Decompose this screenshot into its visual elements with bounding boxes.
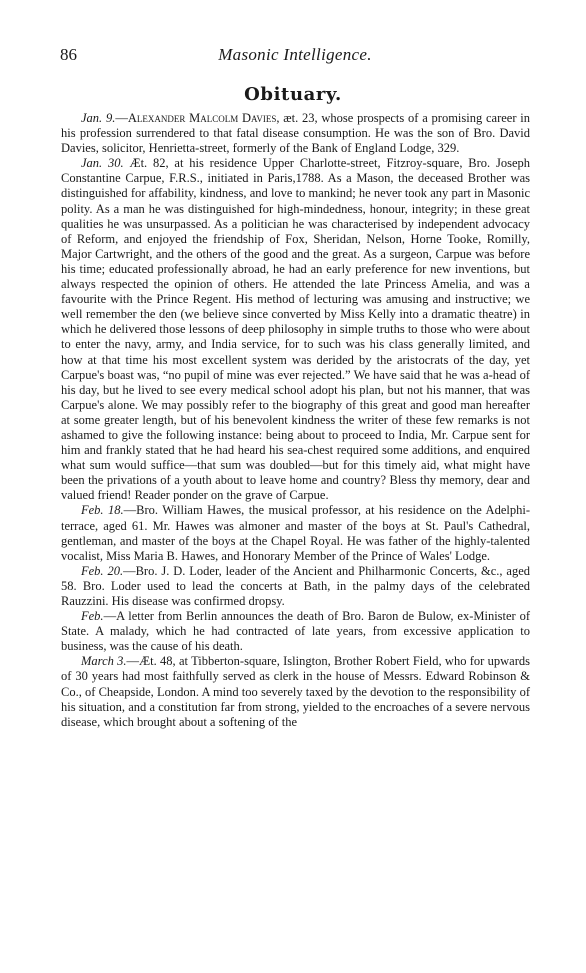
entry-date: Jan. 30. — [81, 156, 124, 171]
entry-date: March 3. — [81, 654, 127, 669]
page-number: 86 — [60, 45, 77, 64]
entry-text: , æt. 23, whose prospects of a promising career in his profession surrendered to that fatal disease consumption. He was the son of Bro. David Davies, solicitor, Henrietta-street, formerly of the Bank of England Lodge, 329. — [61, 111, 530, 156]
obituary-entry — [61, 609, 530, 654]
entry-text: —A letter from Berlin announces the death of Bro. Baron de Bulow, ex-Minister of State. A malady, which he had contracted of late years, from excessive application to business, was the cause of his death. — [61, 609, 530, 654]
entry-name: Alexander Malcolm Davies — [127, 111, 277, 125]
entry-date: Feb. 18. — [81, 503, 124, 518]
obituary-entry — [61, 654, 530, 729]
running-head — [60, 44, 530, 68]
obituary-entry: Jan. 9.—Alexander Malcolm Davies, æt. 23, whose prospects of a promising career in his profession surrendered to that fatal disease consumption. He was the son of Bro. David Davies, solicitor, Henrietta-street, formerly of the Bank of England Lodge, 329. — [61, 111, 530, 156]
entry-date: Jan. 9. — [81, 111, 116, 125]
entry-date: Feb. 20. — [81, 563, 124, 578]
section-heading: Obituary. — [244, 84, 342, 105]
entry-text: —Bro. J. D. Loder, leader of the Ancient and Philharmonic Concerts, &c., aged 58. Bro. Loder used to lead the concerts at Bath, in the palmy days of the celebrated Rauzzini. His disease was confirmed dropsy. — [61, 563, 531, 608]
entry-text: —Bro. William Hawes, the musical professor, at his residence on the Adelphi-terrace, aged 61. Mr. Hawes was almoner and master of the boys at St. Paul's Cathedral, gentleman, and master of the boys at the Chapel Royal. He was father of the highly-talented vocalist, Miss Maria B. Hawes, and Honorary Member of the Prince of Wales' Lodge. — [61, 503, 530, 563]
entry-date: Feb. — [81, 609, 104, 624]
obituary-entry — [61, 156, 530, 503]
journal-title: Masonic Intelligence. — [218, 45, 372, 64]
obituary-body — [61, 111, 530, 730]
entry-text: Æt. 82, at his residence Upper Charlotte-street, Fitzroy-square, Bro. Joseph Constantine Carpue, F.R.S., initiated in Paris,1788. As a Mason, the deceased Brother was distinguished for affability, kindness, and love to mankind; he never took any part in Masonic polity. As a man he was distinguished for high-mindedness, honour, integrity; in these great qualities he was unsurpassed. As a politician he was characterised by independent advocacy of Reform, and enjoyed the friendship of Fox, Sheridan, Nelson, Horne Tooke, Romilly, Major Cartwright, and the others of the good and the great. As a surgeon, Carpue was before his time; educated professionally abroad, he had an early preference for new inventions, but always respected the opinion of others. He attended the late Princess Amelia, and was a favourite with the Prince Regent. His method of lecturing was amusing and instructive; we well remember the den (we believe since converted by Miss Kelly into a dramatic theatre) in which he delivered those lessons of deep philosophy in simple truths to those who were about to enter the navy, army, and India service, for to such was his class generally limited, and how at that time his most excellent system was derided by the aristocrats of the day, yet Carpue's boast was, “no pupil of mine was ever rejected.” We have said that he was a-head of his day, but he lived to see every medical school adopt his plan, but not his manner, that was Carpue's alone. We may possibly refer to the biography of this great and good man hereafter at some greater length, but of his benevolent kindness the writer of these few remarks is not ashamed to give the following instance: being about to proceed to India, Mr. Carpue sent for him and frankly stated that he had heard his sea-chest required some additions, and enquired what sum would suffice—that sum was doubled—but for this timely aid, what might have been the privations of a youth about to leave home and country? Bless thy memory, dear and valued friend! Reader ponder on the grave of Carpue. — [61, 156, 531, 503]
entry-text: —Æt. 48, at Tibberton-square, Islington, Brother Robert Field, who for upwards of 30 years had most faithfully served as clerk in the house of Messrs. Edward Robinson & Co., of Cheapside, London. A mind too severely taxed by the devotion to the responsibility of his situation, and a constitution far from strong, yielded to the encroaches of a severe nervous disease, which brought about a softening of the — [61, 654, 530, 729]
obituary-entry — [61, 503, 530, 563]
obituary-entry — [61, 564, 530, 609]
